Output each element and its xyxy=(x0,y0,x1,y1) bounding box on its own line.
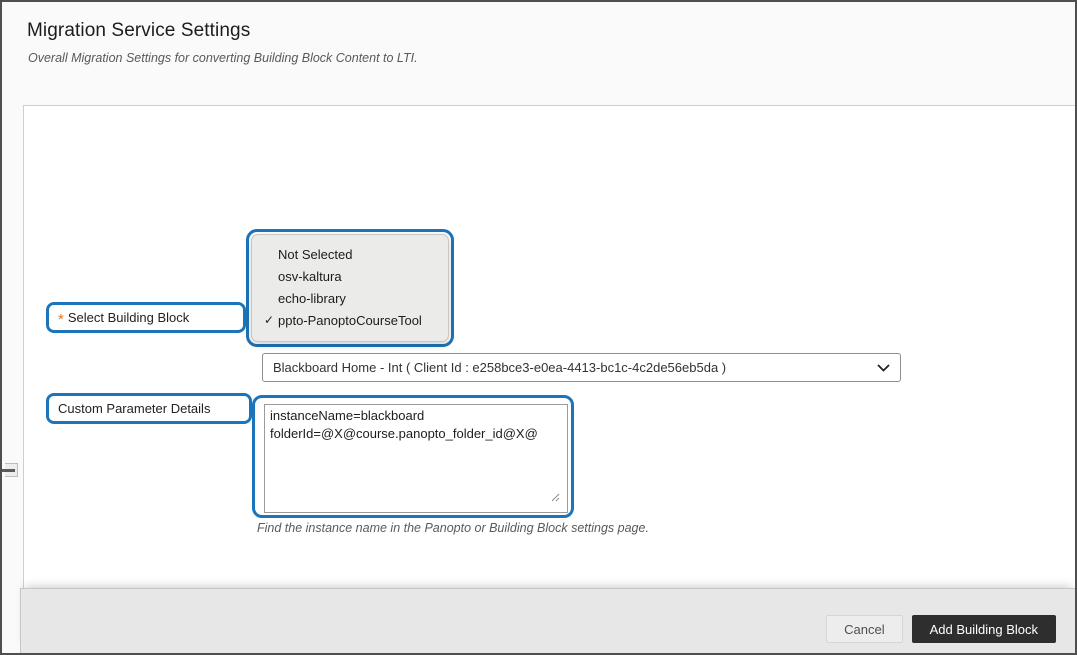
annotation-highlight-custom-parameters-label xyxy=(46,393,252,424)
action-buttons xyxy=(826,615,1056,643)
chevron-down-icon xyxy=(877,364,890,372)
dropdown-option-osv-kaltura[interactable]: osv-kaltura xyxy=(278,268,342,284)
building-block-dropdown xyxy=(251,234,449,342)
check-icon: ✓ xyxy=(264,313,275,327)
collapse-handle-bar-icon xyxy=(0,469,15,472)
page-subtitle: Overall Migration Settings for converting Building Block Content to LTI. xyxy=(28,51,418,65)
dropdown-option-not-selected[interactable]: Not Selected xyxy=(278,246,353,262)
action-bar xyxy=(20,588,1077,655)
annotation-highlight-custom-parameters-textarea xyxy=(252,395,574,518)
page-title: Migration Service Settings xyxy=(27,20,251,41)
add-building-block-button[interactable]: Add Building Block xyxy=(912,615,1056,643)
custom-parameters-textarea[interactable] xyxy=(264,404,568,513)
required-star-icon: * xyxy=(58,311,64,328)
panel-collapse-handle[interactable] xyxy=(0,463,18,477)
dropdown-option-echo-library[interactable]: echo-library xyxy=(278,290,346,306)
building-block-label: * Select Building Block xyxy=(49,305,243,330)
dropdown-option-ppto-panoptocoursetool[interactable]: ✓ ppto-PanoptoCourseTool xyxy=(264,312,422,328)
lti-provider-select-value: Blackboard Home - Int ( Client Id : e258bce3-e0ea-4413-bc1c-4c2de56eb5da ) xyxy=(273,360,727,375)
lti-provider-select[interactable] xyxy=(262,353,901,382)
cancel-button[interactable]: Cancel xyxy=(826,615,902,643)
annotation-highlight-building-block-dropdown xyxy=(246,229,454,347)
custom-parameters-label: Custom Parameter Details xyxy=(49,396,249,421)
custom-parameters-help-text: Find the instance name in the Panopto or Building Block settings page. xyxy=(257,521,649,535)
annotation-highlight-building-block-label xyxy=(46,302,246,333)
